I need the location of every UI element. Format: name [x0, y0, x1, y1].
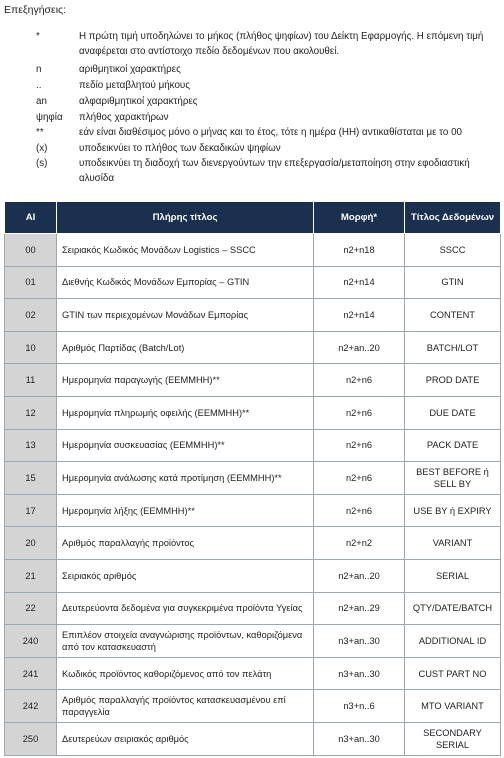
full-title-cell: Σειριακός Κωδικός Μονάδων Logistics – SSCC [57, 234, 314, 267]
note-symbol: n [36, 64, 42, 75]
ai-code-cell: 11 [5, 364, 57, 397]
full-title-cell: Ημερομηνία ανάλωσης κατά προτίμηση (ΕΕΜΜΗΗ)** [57, 462, 314, 495]
table-row [5, 364, 501, 397]
format-cell: n2+n18 [314, 234, 405, 267]
ai-code-cell: 17 [5, 494, 57, 527]
data-title-cell: GTIN [405, 266, 501, 299]
full-title-cell: Ημερομηνία πληρωμής οφειλής (ΕΕΜΜΗΗ)** [57, 396, 314, 429]
table-row [5, 592, 501, 625]
table-row [5, 266, 501, 299]
table-row [5, 299, 501, 332]
note-symbol: (x) [36, 143, 48, 154]
column-header-format: Μορφή* [314, 202, 405, 234]
format-cell: n2+n6 [314, 396, 405, 429]
data-title-cell: BATCH/LOT [405, 331, 501, 364]
format-cell: n3+an..30 [314, 722, 405, 755]
format-cell: n2+n14 [314, 266, 405, 299]
data-title-cell: DUE DATE [405, 396, 501, 429]
full-title-cell: Δευτερεύων σειριακός αριθμός [57, 722, 314, 755]
ai-code-cell: 240 [5, 625, 57, 658]
data-title-cell: PACK DATE [405, 429, 501, 462]
data-title-cell: QTY/DATE/BATCH [405, 592, 501, 625]
note-symbol: .. [36, 80, 42, 91]
data-title-cell: PROD DATE [405, 364, 501, 397]
note-symbol: ψηφία [36, 112, 63, 123]
note-text: Η πρώτη τιμή υποδηλώνει το μήκος (πλήθος ψηφίων) του Δείκτη Εφαρμογής. Η επόμενη τιμή αναφέρεται στο αντίστοιχο πεδίο δεδομένων που ακολουθεί. [79, 31, 484, 57]
data-title-cell: CONTENT [405, 299, 501, 332]
ai-code-cell: 21 [5, 559, 57, 592]
ai-code-cell: 20 [5, 527, 57, 560]
ai-table [4, 201, 501, 756]
full-title-cell: Αριθμός παραλλαγής προϊόντος [57, 527, 314, 560]
table-header-row [5, 202, 501, 234]
ai-code-cell: 13 [5, 429, 57, 462]
full-title-cell: Κωδικός προϊόντος καθοριζόμενος από τον πελάτη [57, 657, 314, 690]
table-row [5, 396, 501, 429]
column-header-data-title: Τίτλος Δεδομένων [405, 202, 501, 234]
note-text: πεδίο μεταβλητού μήκους [79, 80, 190, 91]
note-text: υποδεικνύει το πλήθος των δεκαδικών ψηφίων [79, 143, 281, 154]
full-title-cell: Διεθνής Κωδικός Μονάδων Εμπορίας – GTIN [57, 266, 314, 299]
table-row [5, 494, 501, 527]
note-symbol: an [36, 96, 47, 107]
notes-title: Επεξηγήσεις: [4, 4, 67, 16]
table-row [5, 429, 501, 462]
full-title-cell: Δευτερεύοντα δεδομένα για συγκεκριμένα προϊόντα Υγείας [57, 592, 314, 625]
column-header-full-title: Πλήρης τίτλος [57, 202, 314, 234]
table-row [5, 625, 501, 658]
data-title-cell: MTO VARIANT [405, 690, 501, 723]
format-cell: n2+an..20 [314, 331, 405, 364]
full-title-cell: Ημερομηνία συσκευασίας (ΕΕΜΜΗΗ)** [57, 429, 314, 462]
data-title-cell: SSCC [405, 234, 501, 267]
table-row [5, 331, 501, 364]
full-title-cell: Επιπλέον στοιχεία αναγνώρισης προϊόντων, καθοριζόμενα από τον κατασκευαστή [57, 625, 314, 658]
data-title-cell: SERIAL [405, 559, 501, 592]
data-title-cell: SECONDARY SERIAL [405, 722, 501, 755]
data-title-cell: ADDITIONAL ID [405, 625, 501, 658]
table-row [5, 722, 501, 755]
format-cell: n2+n2 [314, 527, 405, 560]
note-symbol: ** [36, 127, 44, 138]
ai-code-cell: 15 [5, 462, 57, 495]
format-cell: n2+an..20 [314, 559, 405, 592]
column-header-ai: AI [5, 202, 57, 234]
data-title-cell: BEST BEFORE ή SELL BY [405, 462, 501, 495]
table-row [5, 234, 501, 267]
format-cell: n2+n6 [314, 494, 405, 527]
format-cell: n3+an..30 [314, 625, 405, 658]
table-row [5, 559, 501, 592]
note-text: εάν είναι διαθέσιμος μόνο ο μήνας και το έτος, τότε η ημέρα (ΗΗ) αντικαθίσταται με το 00 [79, 127, 462, 138]
data-title-cell: USE BY ή EXPIRY [405, 494, 501, 527]
ai-code-cell: 241 [5, 657, 57, 690]
note-symbol: (s) [36, 158, 48, 169]
table-row [5, 462, 501, 495]
ai-code-cell: 02 [5, 299, 57, 332]
full-title-cell: Αριθμός Παρτίδας (Batch/Lot) [57, 331, 314, 364]
format-cell: n2+an..29 [314, 592, 405, 625]
ai-code-cell: 01 [5, 266, 57, 299]
full-title-cell: Σειριακός αριθμός [57, 559, 314, 592]
note-text: αλφαριθμητικοί χαρακτήρες [79, 96, 198, 107]
note-text: υποδεικνύει τη διαδοχή των διενεργούντων την επεξεργασία/μεταποίηση στην εφοδιαστική αλυσίδα [79, 158, 470, 184]
ai-code-cell: 22 [5, 592, 57, 625]
note-text: πλήθος χαρακτήρων [79, 112, 169, 123]
format-cell: n2+n14 [314, 299, 405, 332]
table-row [5, 690, 501, 723]
full-title-cell: Ημερομηνία παραγωγής (ΕΕΜΜΗΗ)** [57, 364, 314, 397]
format-cell: n2+n6 [314, 462, 405, 495]
ai-code-cell: 00 [5, 234, 57, 267]
ai-code-cell: 12 [5, 396, 57, 429]
ai-code-cell: 250 [5, 722, 57, 755]
full-title-cell: GTIN των περιεχομένων Μονάδων Εμπορίας [57, 299, 314, 332]
note-symbol: * [36, 31, 40, 42]
full-title-cell: Αριθμός παραλλαγής προϊόντος κατασκευασμένου επί παραγγελία [57, 690, 314, 723]
table-row [5, 527, 501, 560]
format-cell: n2+n6 [314, 429, 405, 462]
data-title-cell: CUST PART NO [405, 657, 501, 690]
data-title-cell: VARIANT [405, 527, 501, 560]
table-row [5, 657, 501, 690]
ai-code-cell: 10 [5, 331, 57, 364]
full-title-cell: Ημερομηνία λήξης (ΕΕΜΜΗΗ)** [57, 494, 314, 527]
format-cell: n2+n6 [314, 364, 405, 397]
format-cell: n3+an..30 [314, 657, 405, 690]
ai-code-cell: 242 [5, 690, 57, 723]
format-cell: n3+n..6 [314, 690, 405, 723]
note-text: αριθμητικοί χαρακτήρες [79, 64, 181, 75]
